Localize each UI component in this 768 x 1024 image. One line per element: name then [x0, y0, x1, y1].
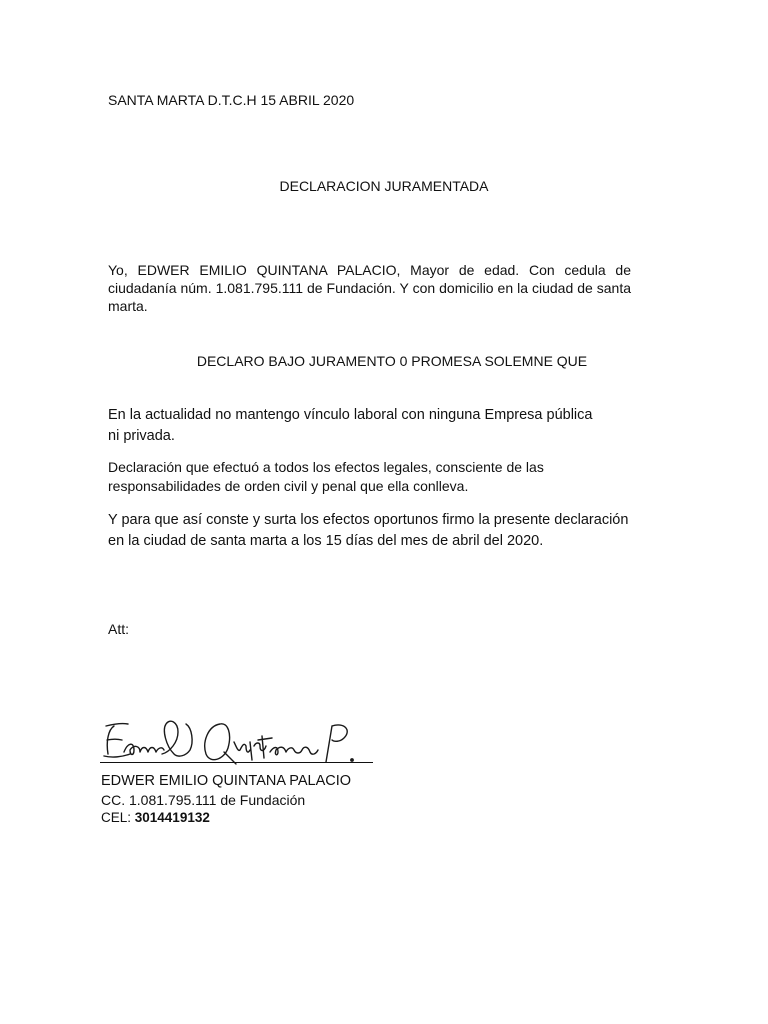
paragraph-line: Declaración que efectuó a todos los efectos legales, consciente de las [108, 459, 544, 475]
intro-paragraph: Yo, EDWER EMILIO QUINTANA PALACIO, Mayor de edad. Con cedula de ciudadanía núm. 1.081.795.111 de Fundación. Y con domicilio en la ciudad de santa marta. [108, 262, 631, 314]
phone-label: CEL: [101, 810, 135, 825]
signer-id: CC. 1.081.795.111 de Fundación [101, 792, 306, 808]
declaration-heading: DECLARO BAJO JURAMENTO 0 PROMESA SOLEMNE QUE [196, 353, 588, 369]
signature-line [100, 762, 373, 763]
paragraph-line: En la actualidad no mantengo vínculo laboral con ninguna Empresa pública [108, 407, 593, 423]
paragraph-employment [108, 405, 643, 447]
paragraph-line: responsabilidades de orden civil y penal que ella conlleva. [108, 478, 469, 494]
phone-number: 3014419132 [134, 810, 210, 825]
paragraph-line: en la ciudad de santa marta a los 15 días del mes de abril del 2020. [108, 533, 544, 549]
paragraph-signing-statement [108, 510, 668, 552]
paragraph-line: Y para que así conste y surta los efectos oportunos firmo la presente declaración [108, 512, 629, 528]
paragraph-line: ni privada. [108, 428, 175, 444]
paragraph-legal-effects [108, 458, 638, 496]
document-title: DECLARACION JURAMENTADA [279, 178, 489, 194]
dateline: SANTA MARTA D.T.C.H 15 ABRIL 2020 [108, 92, 355, 108]
handwritten-signature [100, 712, 374, 768]
closing-att: Att: [108, 621, 130, 637]
signer-name: EDWER EMILIO QUINTANA PALACIO [101, 773, 352, 789]
signer-phone [101, 809, 210, 827]
